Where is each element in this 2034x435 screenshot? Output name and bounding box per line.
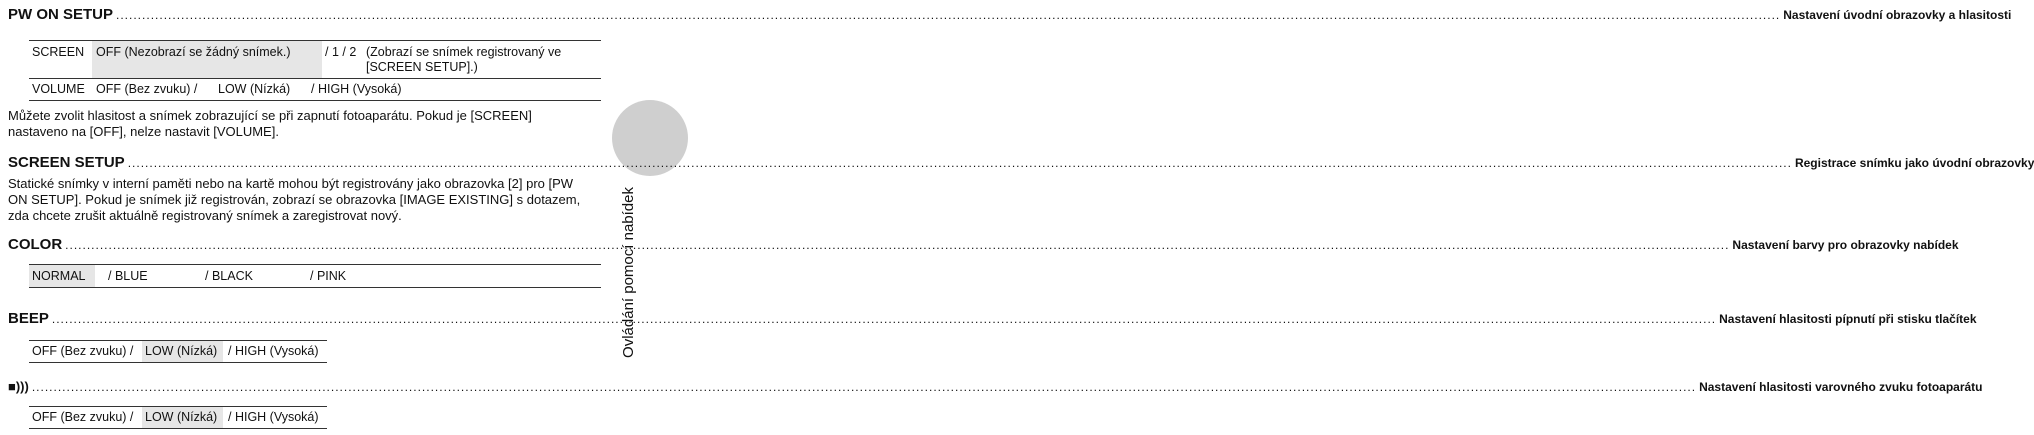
sound-low-option: LOW (Nízká) [145, 410, 218, 424]
table-rule [29, 362, 327, 363]
beep-high-option: / HIGH (Vysoká) [228, 344, 319, 358]
sound-header [8, 379, 1983, 399]
leader-dots: ................................................................................................................................................................................................................................................................................................................................................................................................ [116, 8, 1781, 22]
table-rule [29, 100, 601, 101]
screen-separator: / 1 / 2 [325, 45, 357, 59]
side-tab-label: Ovládání pomocí nabídek [619, 187, 637, 358]
beep-header [8, 310, 1977, 330]
beep-title: BEEP [8, 310, 49, 327]
table-rule [29, 78, 601, 79]
color-black-option: / BLACK [205, 269, 253, 283]
screen-on-option-line2: [SCREEN SETUP].) [366, 60, 478, 74]
leader-dots: ................................................................................................................................................................................................................................................................................................................................................................................................ [65, 238, 1730, 252]
volume-low-option: LOW (Nízká) [218, 82, 291, 96]
screen-label: SCREEN [32, 45, 85, 59]
pw-on-setup-header [8, 6, 2012, 26]
screen-setup-title: SCREEN SETUP [8, 154, 125, 171]
beep-off-option: OFF (Bez zvuku) / [32, 344, 134, 358]
screen-on-option-line1: (Zobrazí se snímek registrovaný ve [366, 45, 562, 59]
color-normal-option: NORMAL [32, 269, 86, 283]
speaker-icon: ■))) [8, 379, 29, 394]
screen-off-option: OFF (Nezobrazí se žádný snímek.) [96, 45, 291, 59]
pw-on-setup-description: Nastavení úvodní obrazovky a hlasitosti [1783, 8, 2012, 22]
sound-off-option: OFF (Bez zvuku) / [32, 410, 134, 424]
sound-description: Nastavení hlasitosti varovného zvuku fotoaparátu [1699, 380, 1983, 394]
color-title: COLOR [8, 236, 63, 253]
sound-high-option: / HIGH (Vysoká) [228, 410, 319, 424]
color-header [8, 236, 1959, 256]
pw-on-setup-note: Můžete zvolit hlasitost a snímek zobrazující se při zapnutí fotoaparátu. Pokud je [SCREEN] nastaveno na [OFF], nelze nastavit [VOLUME]. [8, 108, 532, 139]
table-rule [29, 428, 327, 429]
volume-off-option: OFF (Bez zvuku) / [96, 82, 198, 96]
leader-dots: ................................................................................................................................................................................................................................................................................................................................................................................................ [51, 312, 1717, 326]
color-pink-option: / PINK [310, 269, 347, 283]
screen-setup-header [8, 154, 2034, 174]
screen-setup-text: Statické snímky v interní paměti nebo na kartě mohou být registrovány jako obrazovka [2] pro [PW ON SETUP]. Pokud je snímek již registrován, zobrazí se obrazovka [IMAGE EXISTING] s dotazem, zda chcete zrušit aktuálně registrovaný snímek a zaregistrovat nový. [8, 176, 581, 223]
color-description: Nastavení barvy pro obrazovky nabídek [1732, 238, 1959, 252]
color-blue-option: / BLUE [108, 269, 148, 283]
beep-low-option: LOW (Nízká) [145, 344, 218, 358]
table-rule [29, 287, 601, 288]
screen-setup-description: Registrace snímku jako úvodní obrazovky [1794, 156, 2034, 170]
table-rule [29, 264, 601, 265]
volume-high-option: / HIGH (Vysoká) [311, 82, 402, 96]
volume-label: VOLUME [32, 82, 85, 96]
leader-dots: ................................................................................................................................................................................................................................................................................................................................................................................................ [31, 380, 1697, 394]
pw-on-setup-title: PW ON SETUP [8, 6, 114, 23]
beep-description: Nastavení hlasitosti pípnutí při stisku tlačítek [1719, 312, 1977, 326]
leader-dots: ................................................................................................................................................................................................................................................................................................................................................................................................ [127, 156, 1792, 170]
